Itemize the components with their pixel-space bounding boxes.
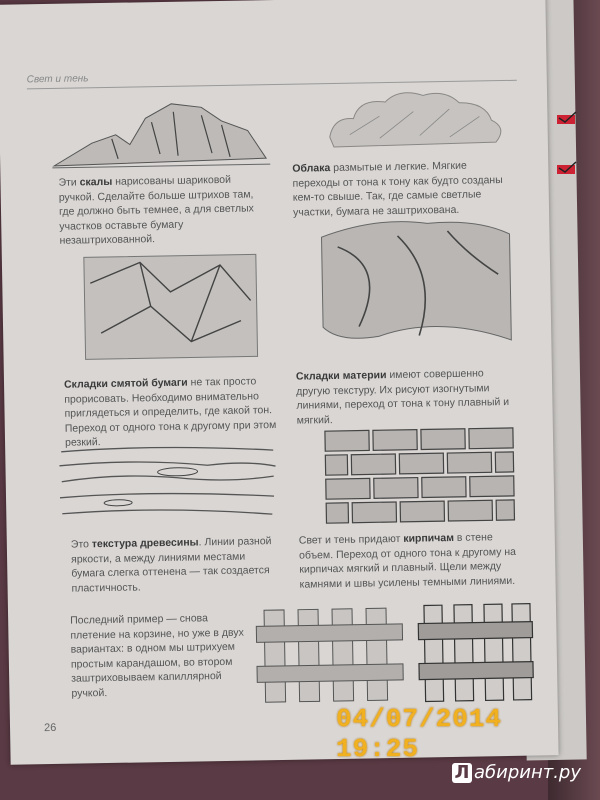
brick-caption: Свет и тень придают кирпичам в стене объем. Переход от одного тона к другому на кирпичах мягкий и плавный. Щели между камнями и швы усилены темными линиями. bbox=[298, 531, 517, 591]
basket-caption: Последний пример — снова плетение на корзине, но уже в двух вариантах: в одном мы штрихуем простым карандашом, во втором заштриховываем капиллярной ручкой. bbox=[70, 612, 244, 700]
cloth-caption: Складки материи имеют совершенно другую текстуру. Их рисуют изогнутыми линиями, переход от тона к тону плавный и мягкий. bbox=[295, 367, 510, 427]
rocks-illustration bbox=[51, 96, 272, 172]
labirint-logo-icon: Л bbox=[452, 763, 472, 783]
red-checkmark-sticker-icon bbox=[556, 160, 578, 176]
clouds-illustration bbox=[319, 84, 510, 157]
red-checkmark-sticker-icon bbox=[556, 110, 578, 126]
page-number: 26 bbox=[43, 721, 57, 735]
camera-date-stamp: 04/07/2014 19:25 bbox=[336, 704, 503, 764]
section-title: Свет и тень bbox=[26, 73, 89, 86]
brick-wall-illustration bbox=[323, 426, 519, 529]
basket-weave-pen-illustration bbox=[416, 600, 536, 706]
labirint-watermark bbox=[452, 762, 581, 783]
wood-texture-illustration bbox=[57, 440, 278, 524]
crumpled-paper-illustration bbox=[80, 250, 262, 363]
watermark-text: абиринт.ру bbox=[474, 762, 582, 783]
cloth-folds-illustration bbox=[317, 214, 515, 347]
wood-caption: Это текстура древесины. Линии разной яркости, а между линиями местами бумага слегка оттенена — так создается пластичность. bbox=[70, 535, 272, 595]
paper-caption: Складки смятой бумаги не так просто прорисовать. Необходимо внимательно приглядеться и определить, где какой тон. Переход от одного тона к другому при этом резкий. bbox=[63, 375, 277, 449]
clouds-caption: Облака размытые и легкие. Мягкие переходы от тона к тону как будто созданы кем-то свыше. Так, где самые светлые участки, бумага не заштрихована. bbox=[292, 159, 503, 219]
basket-weave-pencil-illustration bbox=[254, 604, 406, 707]
rocks-caption: Эти скалы нарисованы шариковой ручкой. Сделайте больше штрихов там, где должно быть темнее, а для светлых участков оставьте бумагу незаштрихованной. bbox=[58, 173, 254, 247]
